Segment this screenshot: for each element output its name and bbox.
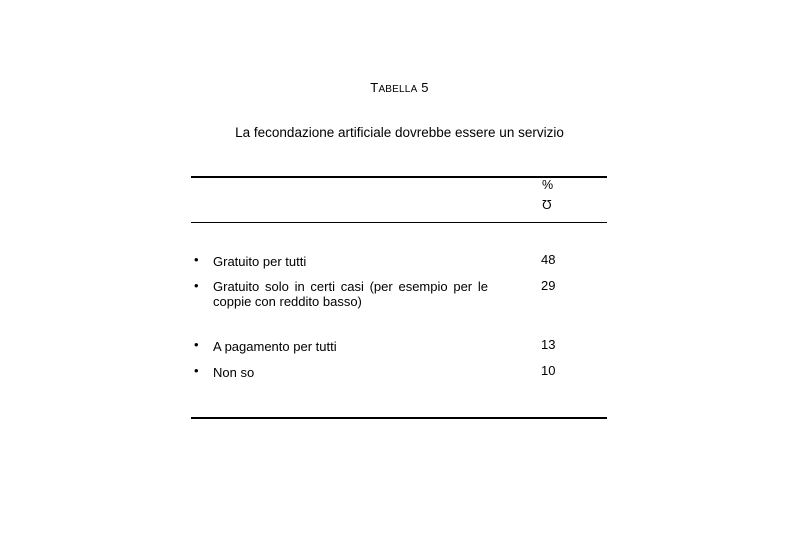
bullet-icon: • xyxy=(194,278,199,293)
table-number: 5 xyxy=(421,80,429,95)
row-value: 13 xyxy=(541,337,556,352)
row-value: 10 xyxy=(541,363,556,378)
bullet-icon: • xyxy=(194,337,199,352)
header-rule xyxy=(191,222,607,223)
row-label: Gratuito solo in certi casi (per esempio per le coppie con reddito basso) xyxy=(213,279,488,309)
row-label: A pagamento per tutti xyxy=(213,339,337,354)
table-number-label xyxy=(0,80,799,95)
row-value: 48 xyxy=(541,252,556,267)
bottom-rule xyxy=(191,417,607,419)
table-label-rest: ABELLA xyxy=(378,84,418,95)
column-header-percent: % xyxy=(542,178,554,192)
table-title: La fecondazione artificiale dovrebbe essere un servizio xyxy=(235,125,564,140)
bullet-icon: • xyxy=(194,252,199,267)
row-value: 29 xyxy=(541,278,556,293)
column-header-symbol: Ʊ xyxy=(542,197,552,212)
row-label: Gratuito per tutti xyxy=(213,254,307,269)
bullet-icon: • xyxy=(194,363,199,378)
row-label: Non so xyxy=(213,365,255,380)
table-label-initial: T xyxy=(370,80,379,95)
